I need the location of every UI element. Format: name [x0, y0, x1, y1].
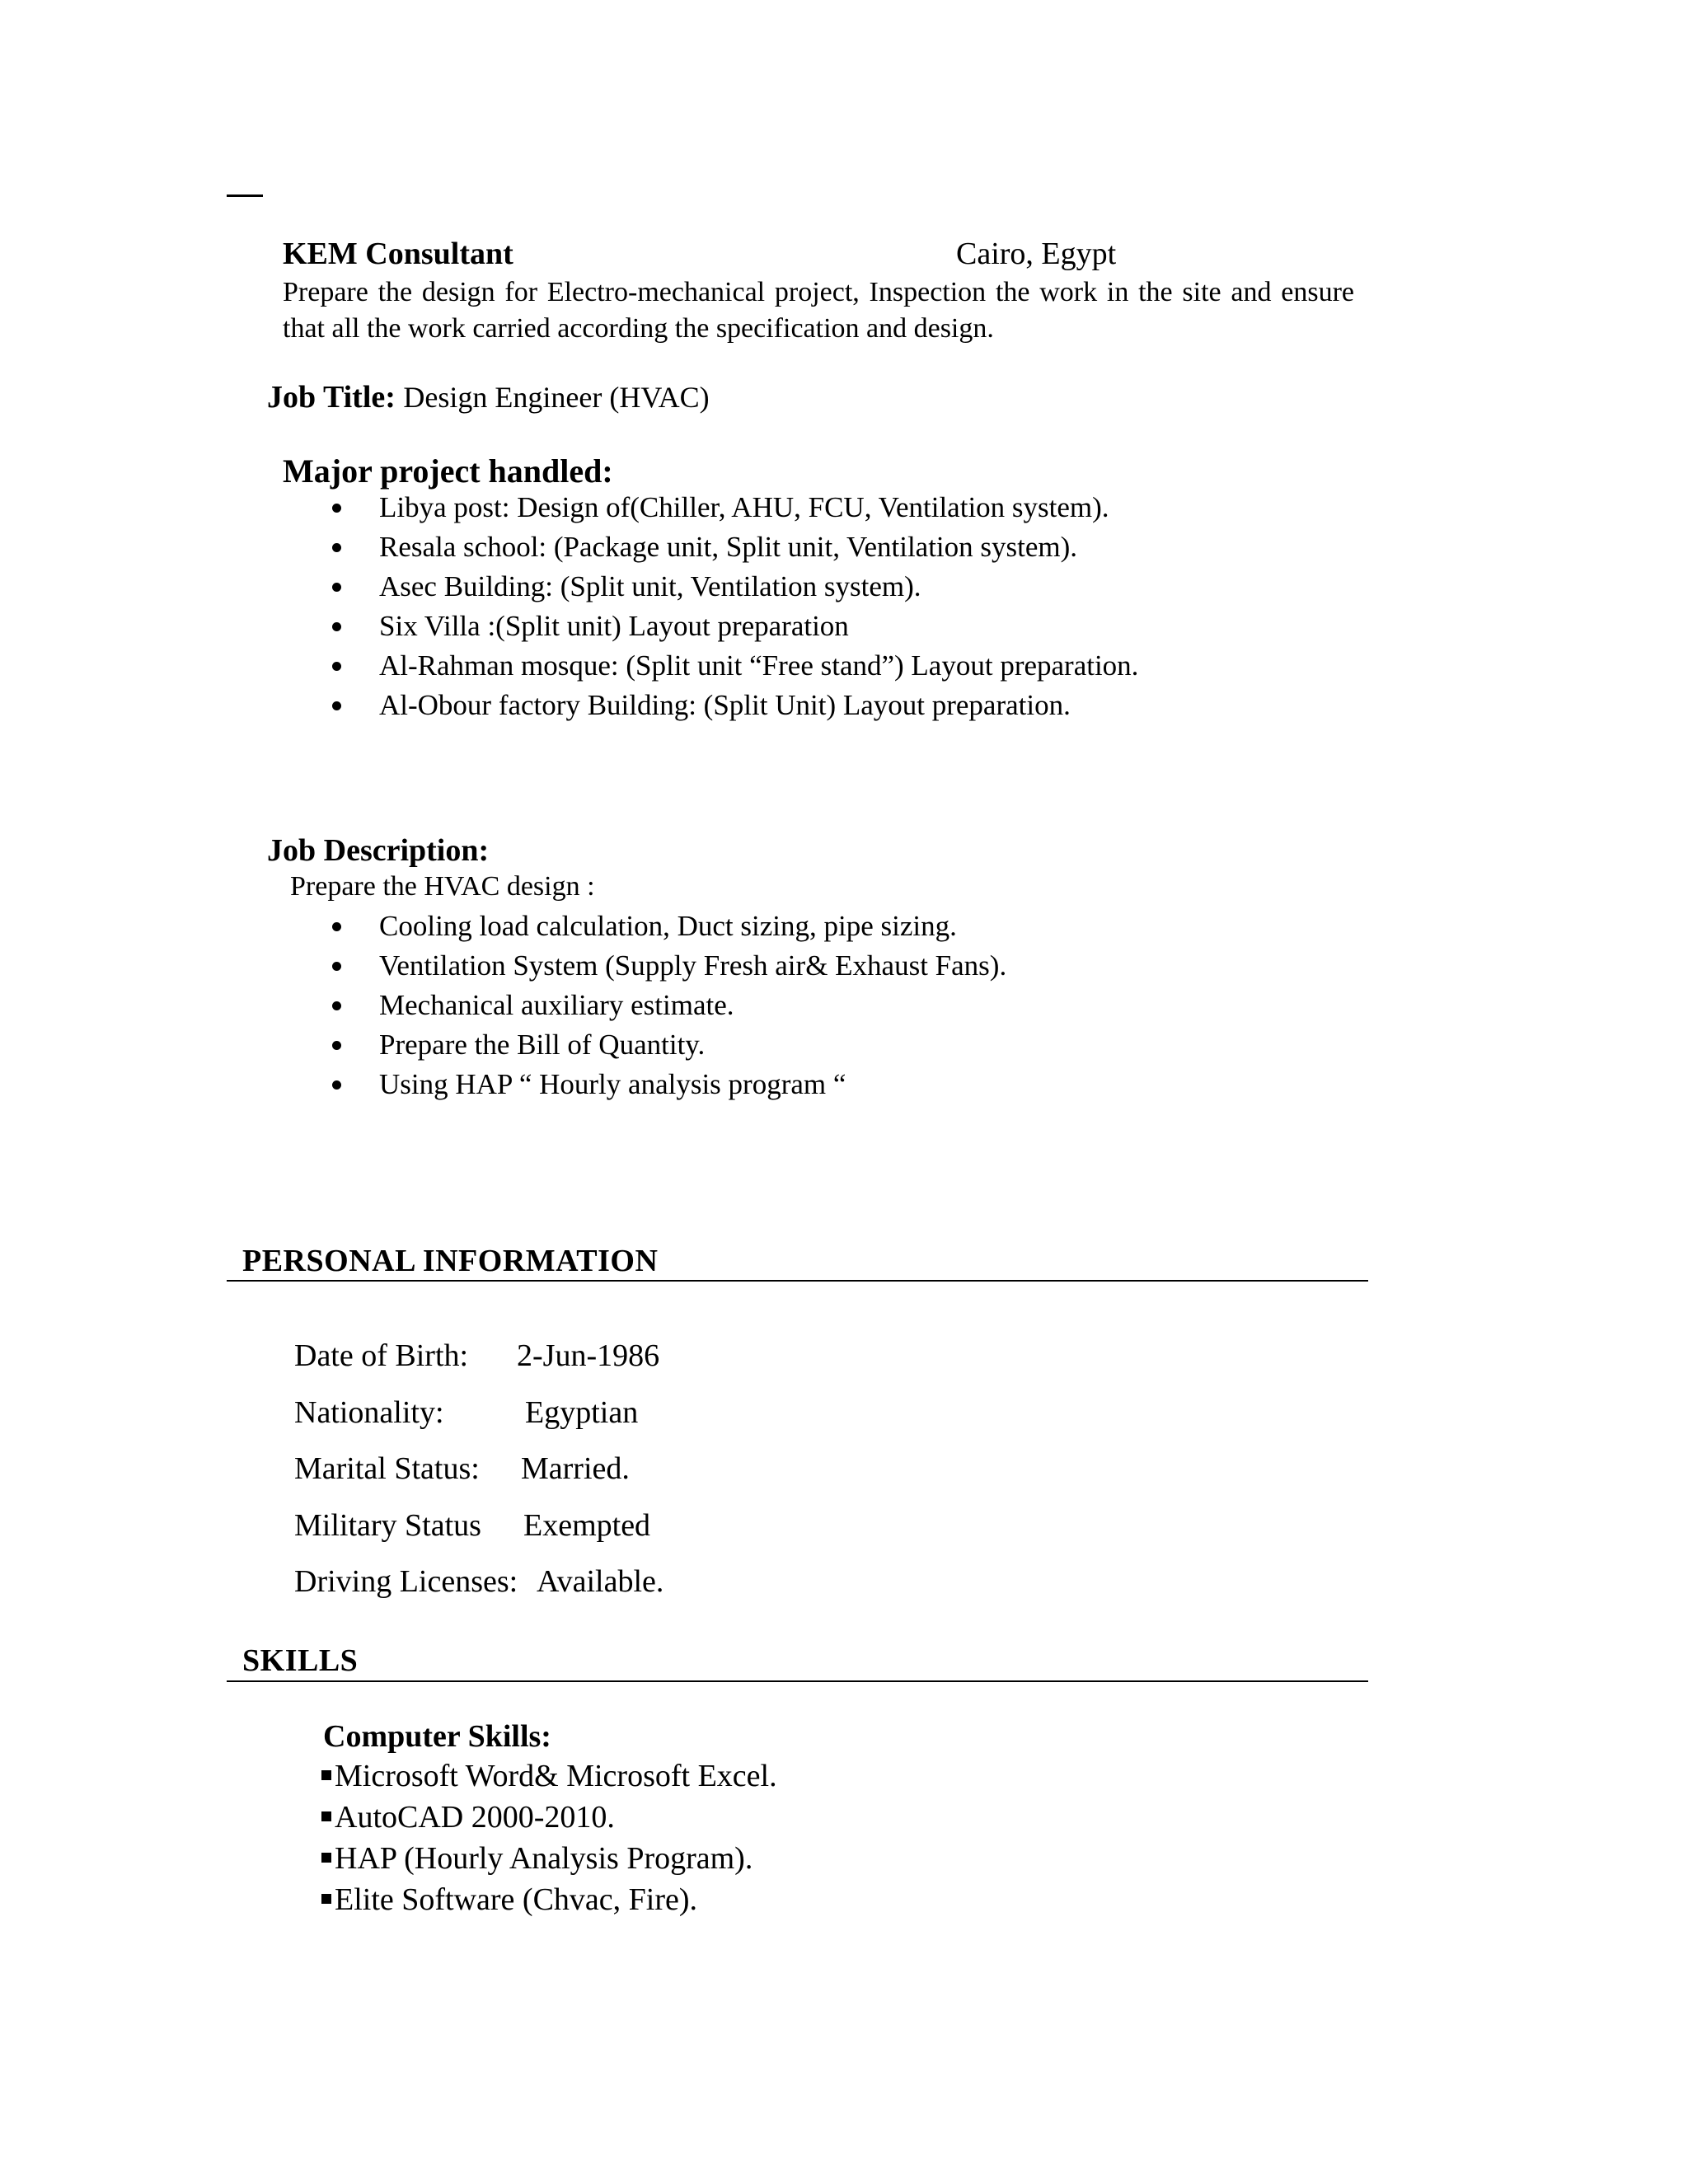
personal-value: Exempted	[523, 1508, 651, 1543]
personal-value: Egyptian	[525, 1395, 639, 1430]
bullet-icon	[332, 701, 341, 710]
personal-label: Date of Birth:	[294, 1338, 469, 1373]
bullet-icon	[332, 962, 341, 971]
list-item: Microsoft Word& Microsoft Excel.	[321, 1758, 777, 1794]
personal-value: 2-Jun-1986	[517, 1338, 660, 1373]
personal-label: Marital Status:	[294, 1451, 480, 1486]
job-title-value: Design Engineer (HVAC)	[403, 381, 710, 414]
bullet-icon	[332, 543, 341, 552]
job-title-label: Job Title:	[267, 380, 396, 415]
computer-skills-heading: Computer Skills:	[323, 1719, 551, 1754]
square-bullet-icon	[321, 1894, 331, 1904]
list-item: Elite Software (Chvac, Fire).	[321, 1882, 697, 1918]
bullet-icon	[332, 1041, 341, 1050]
job-description-heading: Job Description:	[267, 833, 490, 868]
list-item: Six Villa :(Split unit) Layout preparation	[280, 607, 1138, 646]
bullet-icon	[332, 662, 341, 671]
skills-divider	[227, 1680, 1368, 1682]
company-name: KEM Consultant	[283, 237, 513, 271]
list-item: HAP (Hourly Analysis Program).	[321, 1840, 753, 1877]
square-bullet-icon	[321, 1811, 331, 1821]
top-dash-line	[227, 194, 263, 197]
list-item: Libya post: Design of(Chiller, AHU, FCU, Ventilation system).	[280, 488, 1138, 527]
job-description-intro: Prepare the HVAC design :	[290, 871, 595, 902]
list-item: Asec Building: (Split unit, Ventilation system).	[280, 567, 1138, 607]
list-item: Prepare the Bill of Quantity.	[280, 1025, 1006, 1065]
list-item: Ventilation System (Supply Fresh air& Exhaust Fans).	[280, 946, 1006, 986]
bullet-icon	[332, 1080, 341, 1090]
bullet-icon	[332, 1001, 341, 1010]
list-item: Mechanical auxiliary estimate.	[280, 986, 1006, 1025]
job-title	[267, 379, 710, 415]
projects-list	[280, 488, 1138, 725]
bullet-icon	[332, 922, 341, 931]
personal-info-divider	[227, 1280, 1368, 1282]
personal-value: Available.	[537, 1564, 664, 1599]
list-item: Al-Obour factory Building: (Split Unit) Layout preparation.	[280, 686, 1138, 725]
list-item: Using HAP “ Hourly analysis program “	[280, 1065, 1006, 1104]
list-item: Al-Rahman mosque: (Split unit “Free stand”) Layout preparation.	[280, 646, 1138, 686]
square-bullet-icon	[321, 1853, 331, 1863]
personal-label: Nationality:	[294, 1395, 444, 1430]
list-item: Resala school: (Package unit, Split unit, Ventilation system).	[280, 527, 1138, 567]
list-item: Cooling load calculation, Duct sizing, pipe sizing.	[280, 907, 1006, 946]
personal-label: Military Status	[294, 1508, 481, 1543]
bullet-icon	[332, 622, 341, 631]
projects-heading: Major project handled:	[283, 452, 613, 490]
square-bullet-icon	[321, 1770, 331, 1780]
skills-heading: SKILLS	[242, 1643, 359, 1678]
personal-value: Married.	[521, 1451, 630, 1486]
bullet-icon	[332, 583, 341, 592]
personal-label: Driving Licenses:	[294, 1564, 518, 1599]
personal-info-heading: PERSONAL INFORMATION	[242, 1244, 659, 1278]
bullet-icon	[332, 504, 341, 513]
company-description: Prepare the design for Electro-mechanical project, Inspection the work in the site and ensure that all the work carried according the specification and design.	[283, 277, 1354, 344]
company-location: Cairo, Egypt	[956, 237, 1117, 271]
duties-list	[280, 907, 1006, 1104]
list-item: AutoCAD 2000-2010.	[321, 1799, 615, 1835]
